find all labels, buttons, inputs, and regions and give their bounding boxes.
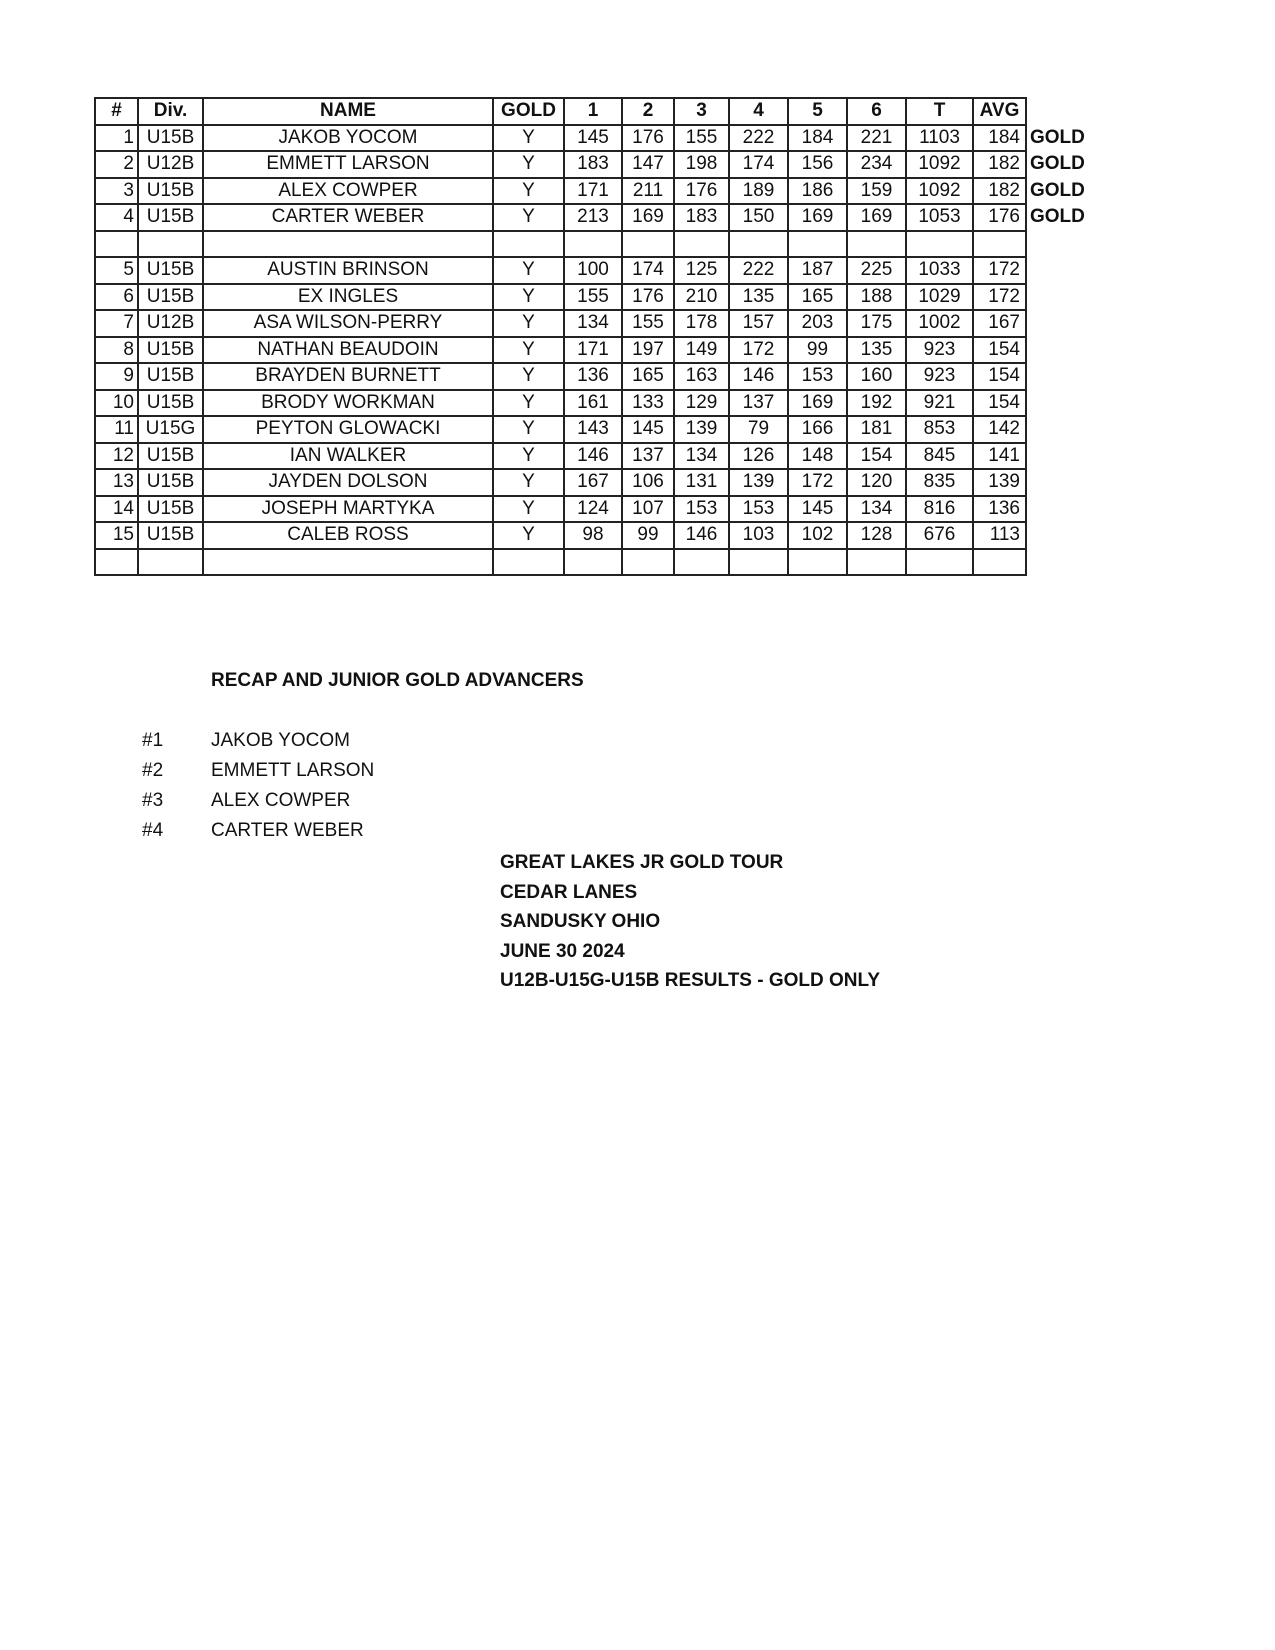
cell-gold: Y (493, 390, 564, 417)
results-table (94, 97, 1088, 576)
recap-name: ALEX COWPER (211, 790, 351, 811)
cell-rank: 13 (95, 469, 138, 496)
event-location: SANDUSKY OHIO (500, 911, 661, 932)
cell-gold-flag (1026, 469, 1088, 496)
cell-game-4 (729, 549, 788, 576)
cell-rank: 8 (95, 337, 138, 364)
cell-game-6 (847, 231, 906, 258)
cell-game-1: 146 (564, 443, 622, 470)
cell-rank: 4 (95, 204, 138, 231)
cell-game-1 (564, 549, 622, 576)
cell-total: 1092 (906, 151, 973, 178)
cell-total: 1092 (906, 178, 973, 205)
cell-gold: Y (493, 284, 564, 311)
cell-game-6: 154 (847, 443, 906, 470)
cell-gold-flag (1026, 522, 1088, 549)
cell-game-5: 102 (788, 522, 847, 549)
table-row (95, 284, 1088, 311)
cell-average: 154 (973, 337, 1026, 364)
cell-game-6: 135 (847, 337, 906, 364)
cell-game-4: 135 (729, 284, 788, 311)
table-row (95, 549, 1088, 576)
cell-average (973, 231, 1026, 258)
cell-total: 845 (906, 443, 973, 470)
cell-average: 142 (973, 416, 1026, 443)
cell-game-2: 155 (622, 310, 674, 337)
cell-game-5: 165 (788, 284, 847, 311)
cell-rank: 2 (95, 151, 138, 178)
cell-gold: Y (493, 257, 564, 284)
cell-game-6: 160 (847, 363, 906, 390)
cell-total: 1029 (906, 284, 973, 311)
cell-game-4: 174 (729, 151, 788, 178)
cell-name (203, 231, 493, 258)
event-info (500, 848, 880, 996)
cell-gold: Y (493, 178, 564, 205)
recap-rank: #2 (142, 760, 164, 781)
table-row (95, 363, 1088, 390)
cell-rank (95, 549, 138, 576)
cell-game-6: 192 (847, 390, 906, 417)
header-gold: GOLD (493, 98, 564, 125)
cell-average: 154 (973, 363, 1026, 390)
cell-game-3: 146 (674, 522, 729, 549)
cell-division: U15B (138, 363, 203, 390)
cell-rank: 14 (95, 496, 138, 523)
cell-division: U15B (138, 337, 203, 364)
cell-game-3: 198 (674, 151, 729, 178)
cell-game-2: 106 (622, 469, 674, 496)
table-row (95, 496, 1088, 523)
cell-game-3: 178 (674, 310, 729, 337)
cell-game-2: 133 (622, 390, 674, 417)
cell-game-5: 145 (788, 496, 847, 523)
cell-name: ASA WILSON-PERRY (203, 310, 493, 337)
cell-rank: 9 (95, 363, 138, 390)
cell-game-5: 99 (788, 337, 847, 364)
table-row (95, 125, 1088, 152)
table-row (95, 337, 1088, 364)
cell-name: IAN WALKER (203, 443, 493, 470)
cell-game-1: 167 (564, 469, 622, 496)
cell-name: JAYDEN DOLSON (203, 469, 493, 496)
cell-game-4: 137 (729, 390, 788, 417)
header-game-6: 6 (847, 98, 906, 125)
cell-game-5: 169 (788, 204, 847, 231)
cell-average: 172 (973, 284, 1026, 311)
cell-game-6: 120 (847, 469, 906, 496)
cell-game-6: 159 (847, 178, 906, 205)
cell-game-4: 79 (729, 416, 788, 443)
cell-gold-flag (1026, 416, 1088, 443)
cell-game-3: 210 (674, 284, 729, 311)
cell-game-1: 143 (564, 416, 622, 443)
cell-game-1: 171 (564, 178, 622, 205)
cell-game-6: 225 (847, 257, 906, 284)
cell-average: 136 (973, 496, 1026, 523)
cell-rank: 6 (95, 284, 138, 311)
cell-game-1: 171 (564, 337, 622, 364)
cell-game-1 (564, 231, 622, 258)
table-row (95, 257, 1088, 284)
cell-game-4: 103 (729, 522, 788, 549)
table-row (95, 443, 1088, 470)
header-name: NAME (203, 98, 493, 125)
cell-game-3: 155 (674, 125, 729, 152)
cell-rank: 1 (95, 125, 138, 152)
cell-game-3: 131 (674, 469, 729, 496)
cell-gold: Y (493, 416, 564, 443)
cell-name: BRAYDEN BURNETT (203, 363, 493, 390)
cell-name (203, 549, 493, 576)
recap-rank: #3 (142, 790, 164, 811)
cell-gold: Y (493, 443, 564, 470)
cell-game-4: 146 (729, 363, 788, 390)
cell-game-6: 175 (847, 310, 906, 337)
cell-game-4: 157 (729, 310, 788, 337)
cell-game-6: 134 (847, 496, 906, 523)
table-row (95, 390, 1088, 417)
cell-game-4: 153 (729, 496, 788, 523)
header-total: T (906, 98, 973, 125)
cell-average: 176 (973, 204, 1026, 231)
cell-game-3 (674, 549, 729, 576)
cell-game-2: 176 (622, 284, 674, 311)
cell-average: 172 (973, 257, 1026, 284)
table-row (95, 151, 1088, 178)
cell-game-6: 234 (847, 151, 906, 178)
cell-total: 1002 (906, 310, 973, 337)
cell-rank: 12 (95, 443, 138, 470)
table-row (95, 469, 1088, 496)
recap-name: CARTER WEBER (211, 820, 364, 841)
cell-game-2: 211 (622, 178, 674, 205)
cell-gold: Y (493, 337, 564, 364)
cell-game-2: 99 (622, 522, 674, 549)
cell-gold-flag (1026, 363, 1088, 390)
table-row (95, 231, 1088, 258)
cell-game-3: 183 (674, 204, 729, 231)
cell-gold: Y (493, 125, 564, 152)
cell-total (906, 231, 973, 258)
cell-game-4 (729, 231, 788, 258)
cell-name: CALEB ROSS (203, 522, 493, 549)
event-date: JUNE 30 2024 (500, 940, 625, 962)
cell-game-1: 161 (564, 390, 622, 417)
cell-rank: 7 (95, 310, 138, 337)
cell-game-2 (622, 549, 674, 576)
cell-division: U15B (138, 496, 203, 523)
cell-game-2: 197 (622, 337, 674, 364)
cell-game-2: 169 (622, 204, 674, 231)
cell-game-3: 125 (674, 257, 729, 284)
cell-game-4: 126 (729, 443, 788, 470)
recap-name: EMMETT LARSON (211, 760, 375, 781)
cell-gold-flag: GOLD (1026, 178, 1088, 205)
cell-gold-flag (1026, 257, 1088, 284)
recap-item (142, 816, 374, 846)
cell-game-5: 148 (788, 443, 847, 470)
cell-total: 923 (906, 363, 973, 390)
cell-gold: Y (493, 496, 564, 523)
cell-total: 1033 (906, 257, 973, 284)
cell-game-1: 213 (564, 204, 622, 231)
cell-game-5: 166 (788, 416, 847, 443)
cell-gold: Y (493, 310, 564, 337)
recap-title: RECAP AND JUNIOR GOLD ADVANCERS (211, 670, 584, 691)
cell-division: U15B (138, 178, 203, 205)
header-rank: # (95, 98, 138, 125)
results-body (95, 125, 1088, 576)
cell-gold: Y (493, 204, 564, 231)
cell-rank: 5 (95, 257, 138, 284)
event-results-label: U12B-U15G-U15B RESULTS - GOLD ONLY (500, 970, 881, 991)
cell-game-1: 155 (564, 284, 622, 311)
cell-total (906, 549, 973, 576)
cell-average (973, 549, 1026, 576)
table-header-row (95, 98, 1088, 125)
cell-total: 1103 (906, 125, 973, 152)
cell-gold-flag (1026, 443, 1088, 470)
header-game-2: 2 (622, 98, 674, 125)
cell-game-4: 139 (729, 469, 788, 496)
cell-name: ALEX COWPER (203, 178, 493, 205)
recap-rank: #1 (142, 730, 164, 751)
cell-game-4: 222 (729, 125, 788, 152)
cell-total: 853 (906, 416, 973, 443)
header-average: AVG (973, 98, 1026, 125)
cell-gold: Y (493, 469, 564, 496)
table-row (95, 522, 1088, 549)
cell-total: 676 (906, 522, 973, 549)
cell-gold-flag (1026, 496, 1088, 523)
recap-item (142, 756, 374, 786)
cell-gold (493, 549, 564, 576)
cell-game-5: 186 (788, 178, 847, 205)
cell-game-5: 184 (788, 125, 847, 152)
cell-gold: Y (493, 522, 564, 549)
cell-game-5: 156 (788, 151, 847, 178)
cell-game-2: 107 (622, 496, 674, 523)
cell-game-2 (622, 231, 674, 258)
cell-game-3: 153 (674, 496, 729, 523)
cell-game-2: 176 (622, 125, 674, 152)
cell-rank (95, 231, 138, 258)
cell-game-5: 169 (788, 390, 847, 417)
cell-gold-flag (1026, 231, 1088, 258)
cell-gold-flag: GOLD (1026, 151, 1088, 178)
header-game-4: 4 (729, 98, 788, 125)
table-row (95, 310, 1088, 337)
cell-name: BRODY WORKMAN (203, 390, 493, 417)
cell-division: U15B (138, 443, 203, 470)
header-game-1: 1 (564, 98, 622, 125)
cell-division: U15B (138, 204, 203, 231)
cell-division: U12B (138, 310, 203, 337)
cell-game-6: 221 (847, 125, 906, 152)
cell-rank: 10 (95, 390, 138, 417)
cell-average: 154 (973, 390, 1026, 417)
cell-gold-flag: GOLD (1026, 125, 1088, 152)
cell-division: U12B (138, 151, 203, 178)
cell-average: 182 (973, 151, 1026, 178)
cell-game-3: 134 (674, 443, 729, 470)
cell-name: EMMETT LARSON (203, 151, 493, 178)
cell-rank: 15 (95, 522, 138, 549)
cell-game-1: 183 (564, 151, 622, 178)
cell-name: PEYTON GLOWACKI (203, 416, 493, 443)
cell-rank: 3 (95, 178, 138, 205)
cell-game-6: 181 (847, 416, 906, 443)
cell-name: JAKOB YOCOM (203, 125, 493, 152)
header-division: Div. (138, 98, 203, 125)
cell-game-2: 145 (622, 416, 674, 443)
cell-game-5: 203 (788, 310, 847, 337)
header-game-3: 3 (674, 98, 729, 125)
cell-name: CARTER WEBER (203, 204, 493, 231)
cell-game-3: 129 (674, 390, 729, 417)
cell-gold-flag (1026, 337, 1088, 364)
cell-game-2: 174 (622, 257, 674, 284)
cell-gold (493, 231, 564, 258)
cell-division: U15B (138, 257, 203, 284)
cell-gold-flag (1026, 310, 1088, 337)
cell-total: 923 (906, 337, 973, 364)
recap-list (142, 726, 374, 846)
cell-game-6 (847, 549, 906, 576)
recap-rank: #4 (142, 820, 164, 841)
cell-gold: Y (493, 151, 564, 178)
cell-total: 1053 (906, 204, 973, 231)
cell-gold-flag: GOLD (1026, 204, 1088, 231)
cell-game-6: 188 (847, 284, 906, 311)
cell-gold-flag (1026, 549, 1088, 576)
cell-game-1: 136 (564, 363, 622, 390)
cell-average: 141 (973, 443, 1026, 470)
cell-division: U15G (138, 416, 203, 443)
cell-average: 167 (973, 310, 1026, 337)
cell-division: U15B (138, 522, 203, 549)
cell-average: 113 (973, 522, 1026, 549)
cell-gold: Y (493, 363, 564, 390)
cell-game-5: 153 (788, 363, 847, 390)
cell-name: EX INGLES (203, 284, 493, 311)
table-row (95, 178, 1088, 205)
cell-average: 184 (973, 125, 1026, 152)
cell-division (138, 231, 203, 258)
recap-item (142, 726, 374, 756)
header-flag-blank (1026, 98, 1088, 125)
event-tour-name: GREAT LAKES JR GOLD TOUR (500, 852, 784, 873)
cell-division: U15B (138, 469, 203, 496)
cell-game-3: 149 (674, 337, 729, 364)
cell-game-1: 124 (564, 496, 622, 523)
cell-game-6: 128 (847, 522, 906, 549)
cell-game-6: 169 (847, 204, 906, 231)
cell-game-5: 187 (788, 257, 847, 284)
cell-game-3: 163 (674, 363, 729, 390)
cell-name: AUSTIN BRINSON (203, 257, 493, 284)
cell-total: 816 (906, 496, 973, 523)
cell-game-2: 147 (622, 151, 674, 178)
cell-average: 182 (973, 178, 1026, 205)
cell-total: 835 (906, 469, 973, 496)
cell-game-5 (788, 231, 847, 258)
cell-name: JOSEPH MARTYKA (203, 496, 493, 523)
recap-item (142, 786, 374, 816)
cell-game-4: 172 (729, 337, 788, 364)
table-row (95, 204, 1088, 231)
cell-game-1: 98 (564, 522, 622, 549)
cell-total: 921 (906, 390, 973, 417)
cell-game-2: 165 (622, 363, 674, 390)
cell-division: U15B (138, 125, 203, 152)
cell-gold-flag (1026, 284, 1088, 311)
cell-game-4: 189 (729, 178, 788, 205)
cell-game-3 (674, 231, 729, 258)
cell-gold-flag (1026, 390, 1088, 417)
recap-name: JAKOB YOCOM (211, 730, 351, 751)
cell-division: U15B (138, 284, 203, 311)
cell-game-1: 134 (564, 310, 622, 337)
event-venue: CEDAR LANES (500, 881, 638, 903)
header-game-5: 5 (788, 98, 847, 125)
cell-game-4: 222 (729, 257, 788, 284)
cell-game-3: 176 (674, 178, 729, 205)
cell-game-1: 100 (564, 257, 622, 284)
cell-average: 139 (973, 469, 1026, 496)
table-row (95, 416, 1088, 443)
cell-game-5 (788, 549, 847, 576)
cell-game-3: 139 (674, 416, 729, 443)
cell-game-1: 145 (564, 125, 622, 152)
cell-name: NATHAN BEAUDOIN (203, 337, 493, 364)
cell-game-2: 137 (622, 443, 674, 470)
cell-division: U15B (138, 390, 203, 417)
cell-rank: 11 (95, 416, 138, 443)
cell-game-4: 150 (729, 204, 788, 231)
cell-division (138, 549, 203, 576)
cell-game-5: 172 (788, 469, 847, 496)
